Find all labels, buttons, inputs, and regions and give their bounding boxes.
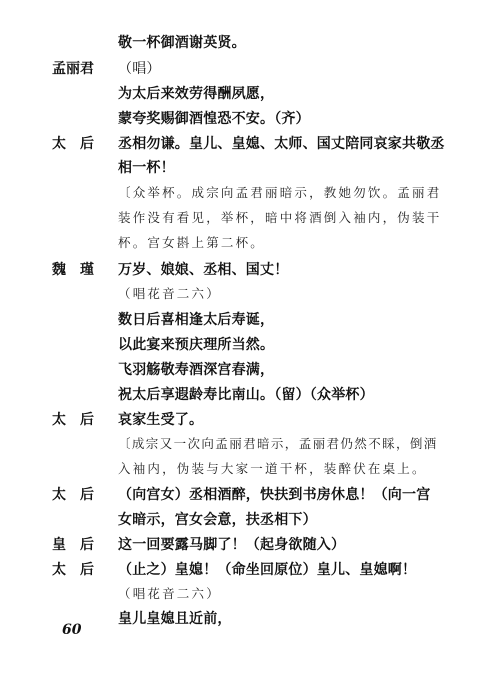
stage-direction-2: 〔众举杯。成宗向孟君丽暗示，教她勿饮。孟丽君 [118,185,442,200]
dialogue-line-3: 蒙夸奖赐御酒惶恐不安。（齐） [118,111,310,127]
dialogue-line-6: 万岁、娘娘、丞相、国丈！ [118,262,289,278]
dialogue-line-5: 相一杯！ [118,160,175,176]
dialogue-line-11: 哀家生受了。 [118,412,204,428]
dialogue-line-16: 皇儿皇媳且近前， [118,611,232,627]
stage-direction-8: （唱花音二六） [118,586,221,601]
speaker-label-2: 太 后 [52,136,94,152]
stage-direction-6: 〔成宗又一次向孟丽君暗示，孟丽君仍然不睬，倒酒 [118,436,438,451]
page-number: 60 [62,622,82,638]
dialogue-line-15: （止之）皇媳！（命坐回原位）皇儿、皇媳啊！ [118,562,417,578]
dialogue-line-2: 为太后来效劳得酬夙愿， [118,86,275,102]
dialogue-line-9: 飞羽觞敬寿酒深宫春满， [118,362,275,378]
stage-direction-3: 装作没有看见，举杯，暗中将酒倒入袖内，伪装干 [118,210,442,225]
speaker-label-1: 孟丽君 [52,61,94,77]
speaker-label-5: 太 后 [52,487,94,503]
stage-direction-5: （唱花音二六） [118,286,221,301]
dialogue-line-8: 以此宴来预庆理所当然。 [118,337,275,353]
dialogue-line-10: 祝太后享遐龄寿比南山。（留）（众举杯） [118,387,374,403]
dialogue-line-1: 敬一杯御酒谢英贤。 [118,35,246,51]
stage-direction-7: 入袖内，伪装与大家一道干杯，装醉伏在桌上。 [118,461,427,476]
dialogue-line-7: 数日后喜相逢太后寿诞， [118,312,275,328]
speaker-label-7: 太 后 [52,562,94,578]
dialogue-line-12: （向宫女）丞相酒醉，快扶到书房休息！（向一宫 [118,487,431,503]
dialogue-line-4: 丞相勿谦。皇儿、皇媳、太师、国丈陪同哀家共敬丞 [118,136,445,152]
dialogue-line-13: 女暗示，宫女会意，扶丞相下） [118,512,317,528]
stage-direction-4: 杯。宫女斟上第二杯。 [118,235,266,250]
dialogue-line-14: 这一回要露马脚了！（起身欲随入） [118,537,346,553]
speaker-label-3: 魏 瑾 [52,262,94,278]
speaker-label-4: 太 后 [52,412,94,428]
stage-direction-1: （唱） [118,61,161,77]
speaker-label-6: 皇 后 [52,537,94,553]
